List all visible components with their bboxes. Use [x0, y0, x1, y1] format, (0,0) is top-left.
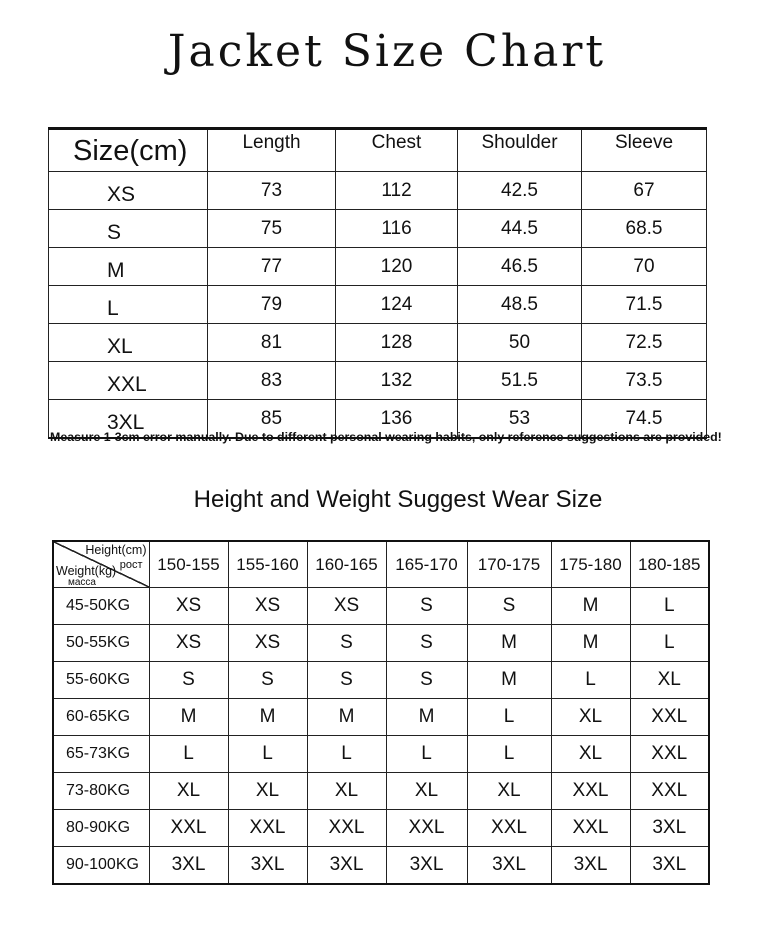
- suggested-size-cell: M: [467, 625, 551, 662]
- suggested-size-cell: S: [228, 662, 307, 699]
- suggested-size-cell: M: [228, 699, 307, 736]
- chest-cell: 128: [336, 324, 458, 362]
- suggested-size-cell: XL: [551, 699, 630, 736]
- weight-row: [53, 736, 709, 773]
- height-range-header: 175-180: [551, 541, 630, 588]
- size-row: [49, 210, 707, 248]
- shoulder-cell: 51.5: [458, 362, 582, 400]
- size-table-header-row: [49, 129, 707, 172]
- suggested-size-cell: S: [307, 662, 386, 699]
- length-cell: 77: [208, 248, 336, 286]
- suggested-size-cell: XS: [149, 588, 228, 625]
- size-cell: L: [49, 286, 208, 324]
- weight-row: [53, 699, 709, 736]
- suggested-size-cell: 3XL: [307, 847, 386, 885]
- chest-cell: 136: [336, 400, 458, 439]
- height-axis-label-ru: рост: [119, 559, 143, 571]
- shoulder-cell: 42.5: [458, 172, 582, 210]
- weight-row: [53, 625, 709, 662]
- suggested-size-cell: XXL: [630, 773, 709, 810]
- suggested-size-cell: M: [386, 699, 467, 736]
- shoulder-cell: 53: [458, 400, 582, 439]
- sleeve-cell: 70: [582, 248, 707, 286]
- suggested-size-cell: XXL: [228, 810, 307, 847]
- size-header-label: Size(cm): [49, 129, 208, 172]
- length-cell: 83: [208, 362, 336, 400]
- suggested-size-cell: XS: [307, 588, 386, 625]
- suggested-size-cell: XS: [149, 625, 228, 662]
- weight-range-cell: 60-65KG: [53, 699, 149, 736]
- weight-row: [53, 810, 709, 847]
- suggested-size-cell: XXL: [630, 736, 709, 773]
- chest-cell: 132: [336, 362, 458, 400]
- wear-size-table: [52, 540, 710, 885]
- corner-cell: [53, 541, 149, 588]
- length-cell: 85: [208, 400, 336, 439]
- suggested-size-cell: 3XL: [467, 847, 551, 885]
- suggested-size-cell: L: [630, 625, 709, 662]
- length-cell: 81: [208, 324, 336, 362]
- suggested-size-cell: S: [386, 662, 467, 699]
- measurement-note: Measure 1-3cm error manually. Due to different personal wearing habits, only reference suggestions are provided!: [50, 430, 722, 444]
- suggested-size-cell: 3XL: [630, 847, 709, 885]
- size-row: [49, 172, 707, 210]
- suggested-size-cell: 3XL: [149, 847, 228, 885]
- weight-row: [53, 662, 709, 699]
- chest-header: Chest: [336, 129, 458, 172]
- shoulder-header: Shoulder: [458, 129, 582, 172]
- size-row: [49, 324, 707, 362]
- weight-range-cell: 73-80KG: [53, 773, 149, 810]
- weight-range-cell: 90-100KG: [53, 847, 149, 885]
- suggested-size-cell: XXL: [386, 810, 467, 847]
- sleeve-cell: 68.5: [582, 210, 707, 248]
- sleeve-cell: 71.5: [582, 286, 707, 324]
- sleeve-cell: 67: [582, 172, 707, 210]
- suggested-size-cell: XS: [228, 625, 307, 662]
- weight-range-cell: 50-55KG: [53, 625, 149, 662]
- suggested-size-cell: XXL: [307, 810, 386, 847]
- suggested-size-cell: L: [630, 588, 709, 625]
- weight-range-cell: 55-60KG: [53, 662, 149, 699]
- size-row: [49, 248, 707, 286]
- suggested-size-cell: 3XL: [386, 847, 467, 885]
- sleeve-cell: 74.5: [582, 400, 707, 439]
- weight-row: [53, 773, 709, 810]
- height-axis-label: Height(cm): [85, 543, 147, 557]
- weight-range-cell: 65-73KG: [53, 736, 149, 773]
- suggested-size-cell: M: [149, 699, 228, 736]
- weight-range-cell: 45-50KG: [53, 588, 149, 625]
- suggested-size-cell: S: [467, 588, 551, 625]
- suggested-size-cell: L: [467, 736, 551, 773]
- suggested-size-cell: XXL: [551, 810, 630, 847]
- wear-table-header-row: [53, 541, 709, 588]
- suggested-size-cell: M: [307, 699, 386, 736]
- suggested-size-cell: XL: [149, 773, 228, 810]
- suggested-size-cell: XL: [307, 773, 386, 810]
- suggested-size-cell: S: [149, 662, 228, 699]
- height-range-header: 150-155: [149, 541, 228, 588]
- suggested-size-cell: L: [228, 736, 307, 773]
- size-cell: XS: [49, 172, 208, 210]
- suggested-size-cell: XXL: [630, 699, 709, 736]
- suggested-size-cell: XXL: [467, 810, 551, 847]
- shoulder-cell: 46.5: [458, 248, 582, 286]
- suggested-size-cell: L: [307, 736, 386, 773]
- suggested-size-cell: XXL: [551, 773, 630, 810]
- shoulder-cell: 50: [458, 324, 582, 362]
- suggested-size-cell: XL: [467, 773, 551, 810]
- size-cell: XXL: [49, 362, 208, 400]
- suggested-size-cell: XL: [228, 773, 307, 810]
- length-cell: 75: [208, 210, 336, 248]
- size-cell: 3XL: [49, 400, 208, 439]
- sleeve-header: Sleeve: [582, 129, 707, 172]
- height-range-header: 180-185: [630, 541, 709, 588]
- size-chart-table: [48, 127, 707, 439]
- page-title: Jacket Size Chart: [167, 26, 607, 77]
- weight-row: [53, 847, 709, 885]
- weight-axis-label: Weight(kg): [56, 564, 117, 578]
- suggested-size-cell: S: [386, 588, 467, 625]
- suggested-size-cell: XL: [630, 662, 709, 699]
- suggested-size-cell: XS: [228, 588, 307, 625]
- chest-cell: 120: [336, 248, 458, 286]
- suggested-size-cell: L: [467, 699, 551, 736]
- size-cell: XL: [49, 324, 208, 362]
- suggested-size-cell: 3XL: [551, 847, 630, 885]
- length-cell: 79: [208, 286, 336, 324]
- height-range-header: 165-170: [386, 541, 467, 588]
- shoulder-cell: 44.5: [458, 210, 582, 248]
- weight-axis-label-ru: масса: [68, 577, 96, 587]
- size-cell: S: [49, 210, 208, 248]
- chest-cell: 124: [336, 286, 458, 324]
- height-range-header: 160-165: [307, 541, 386, 588]
- suggested-size-cell: S: [386, 625, 467, 662]
- suggested-size-cell: 3XL: [228, 847, 307, 885]
- suggested-size-cell: M: [551, 588, 630, 625]
- suggested-size-cell: L: [149, 736, 228, 773]
- height-range-header: 170-175: [467, 541, 551, 588]
- diagonal-header: [54, 542, 149, 587]
- sleeve-cell: 73.5: [582, 362, 707, 400]
- size-cell: M: [49, 248, 208, 286]
- suggested-size-cell: XL: [551, 736, 630, 773]
- suggested-size-cell: XL: [386, 773, 467, 810]
- shoulder-cell: 48.5: [458, 286, 582, 324]
- length-header: Length: [208, 129, 336, 172]
- sleeve-cell: 72.5: [582, 324, 707, 362]
- weight-row: [53, 588, 709, 625]
- size-row: [49, 286, 707, 324]
- chest-cell: 112: [336, 172, 458, 210]
- suggested-size-cell: M: [467, 662, 551, 699]
- suggested-size-cell: M: [551, 625, 630, 662]
- suggested-size-cell: S: [307, 625, 386, 662]
- weight-range-cell: 80-90KG: [53, 810, 149, 847]
- length-cell: 73: [208, 172, 336, 210]
- suggested-size-cell: 3XL: [630, 810, 709, 847]
- chest-cell: 116: [336, 210, 458, 248]
- suggested-size-cell: XXL: [149, 810, 228, 847]
- suggested-size-cell: L: [386, 736, 467, 773]
- height-range-header: 155-160: [228, 541, 307, 588]
- wear-size-title: Height and Weight Suggest Wear Size: [193, 486, 603, 513]
- size-row: [49, 362, 707, 400]
- suggested-size-cell: L: [551, 662, 630, 699]
